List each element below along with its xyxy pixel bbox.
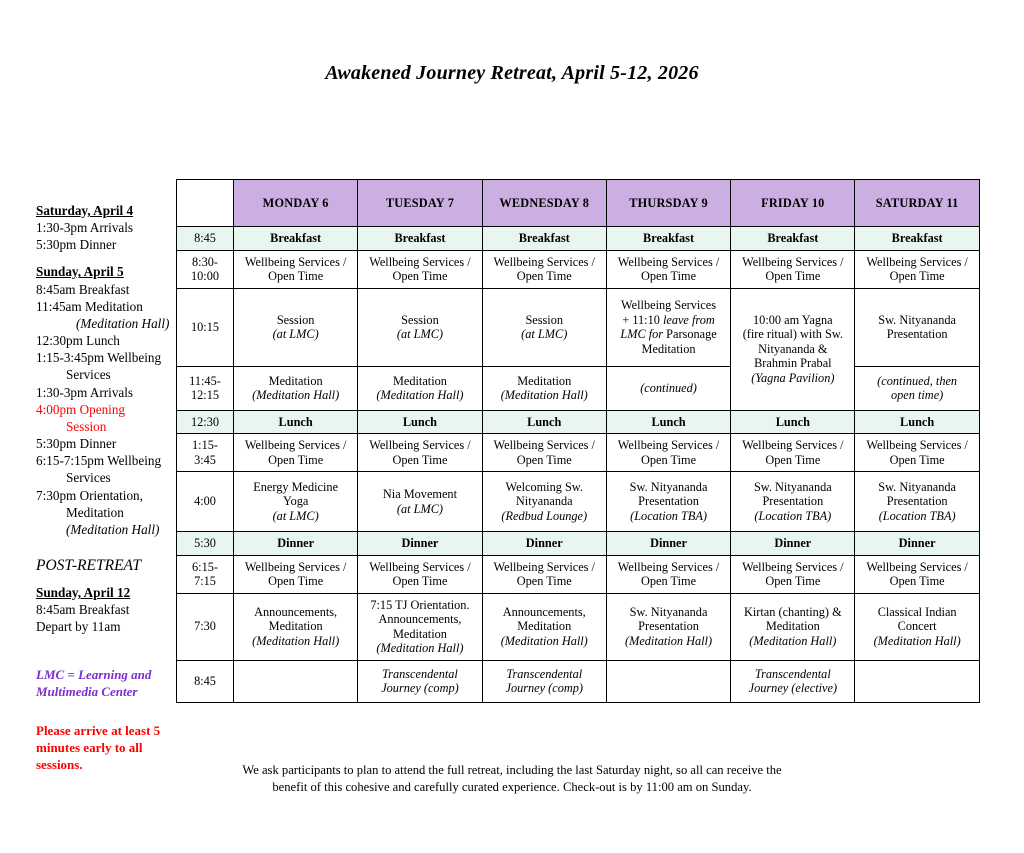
cell-breakfast-friday: Breakfast bbox=[731, 227, 855, 251]
cell-four-thursday bbox=[606, 472, 730, 532]
cell-text-line-2: Concert bbox=[897, 619, 937, 634]
cell-location: (Location TBA) bbox=[754, 508, 832, 523]
cell-seven-thirty-thursday bbox=[606, 593, 730, 660]
cell-location: (Yagna Pavilion) bbox=[751, 370, 835, 385]
row-time-lunch: 12:30 bbox=[177, 410, 234, 434]
cell-afternoon-wellbeing-monday bbox=[234, 434, 358, 472]
table-row-eleven-fortyfive bbox=[177, 366, 980, 410]
cell-eleven-fortyfive-thursday: (continued) bbox=[606, 366, 730, 410]
cell-text-line-1: Session bbox=[276, 312, 315, 327]
lmc-legend-note bbox=[36, 666, 176, 700]
cell-text-segment-plain: Parsonage bbox=[663, 327, 717, 341]
cell-ten-fifteen-thursday bbox=[606, 288, 730, 366]
cell-text-line-1: Sw. Nityananda bbox=[629, 479, 708, 494]
sidebar-heading-sunday: Sunday, April 5 bbox=[36, 264, 124, 280]
cell-text-line-1: Wellbeing Services / bbox=[866, 254, 968, 269]
cell-text-line-1: Wellbeing Services / bbox=[244, 438, 347, 452]
cell-location: (Meditation Hall) bbox=[252, 633, 340, 648]
cell-text-line-2 bbox=[610, 313, 727, 328]
sidebar-block-sunday12 bbox=[36, 584, 176, 635]
cell-evening-wellbeing-wednesday bbox=[482, 555, 606, 593]
cell-text-line-1: Wellbeing Services / bbox=[493, 559, 595, 574]
cell-evening-wellbeing-monday bbox=[234, 555, 358, 593]
row-time-line-2: 12:15 bbox=[190, 388, 219, 402]
cell-morning-wellbeing-monday bbox=[234, 250, 358, 288]
table-row-seven-thirty bbox=[177, 593, 980, 660]
row-time-line-1: 1:15- bbox=[192, 438, 218, 452]
cell-text-line-1: Wellbeing Services / bbox=[369, 559, 471, 574]
sidebar-line-sun-wellbeing-cont: Services bbox=[66, 367, 111, 383]
cell-dinner-wednesday: Dinner bbox=[482, 532, 606, 556]
cell-ten-fifteen-saturday bbox=[855, 288, 979, 366]
cell-text-line-2: Open Time bbox=[268, 269, 324, 283]
cell-text-line-1: Wellbeing Services / bbox=[866, 438, 968, 452]
cell-four-tuesday bbox=[358, 472, 482, 532]
sidebar-line-sun-meditation: 11:45am Meditation bbox=[36, 298, 143, 314]
row-time-four: 4:00 bbox=[177, 472, 234, 532]
table-row-ten-fifteen bbox=[177, 288, 980, 366]
cell-text-line-1: Energy Medicine bbox=[253, 479, 339, 494]
cell-text-line-1: Meditation bbox=[392, 373, 447, 388]
cell-four-monday bbox=[234, 472, 358, 532]
lmc-legend-line-1: LMC = Learning and bbox=[36, 666, 152, 682]
cell-text-line-1: Wellbeing Services / bbox=[617, 438, 720, 452]
column-header-thursday: THURSDAY 9 bbox=[606, 180, 730, 227]
cell-evening-wellbeing-saturday bbox=[855, 555, 979, 593]
table-row-lunch bbox=[177, 410, 980, 434]
sidebar-line-sat-arrivals: 1:30-3pm Arrivals bbox=[36, 220, 134, 236]
sidebar-block-sunday bbox=[36, 263, 176, 538]
cell-dinner-thursday: Dinner bbox=[606, 532, 730, 556]
cell-text-line-2: Open Time bbox=[392, 269, 448, 283]
arrival-reminder-line-3: sessions. bbox=[36, 757, 83, 773]
cell-text-line-1: Announcements, bbox=[254, 604, 338, 619]
cell-text-line-1: Sw. Nityananda bbox=[753, 479, 832, 494]
cell-text-line-2: Open Time bbox=[765, 574, 821, 588]
cell-location: (Meditation Hall) bbox=[500, 388, 588, 402]
cell-four-saturday bbox=[855, 472, 979, 532]
cell-eight-fortyfive-monday bbox=[234, 660, 358, 702]
cell-text-line-1: Wellbeing Services bbox=[621, 298, 717, 312]
cell-text-line-1: Sw. Nityananda bbox=[878, 479, 956, 494]
cell-text-line-1: Wellbeing Services / bbox=[493, 254, 595, 269]
cell-eight-fortyfive-wednesday bbox=[482, 660, 606, 702]
sidebar-line-sun-wellbeing2-cont: Services bbox=[66, 470, 111, 486]
arrival-reminder-line-2: minutes early to all bbox=[36, 740, 143, 756]
lmc-legend-line-2: Multimedia Center bbox=[36, 683, 138, 699]
cell-text-line-1: Sw. Nityananda bbox=[878, 312, 956, 327]
cell-breakfast-tuesday: Breakfast bbox=[358, 227, 482, 251]
sidebar-line-sun-orientation-cont: Meditation bbox=[66, 504, 124, 520]
sidebar-line-sun12-depart: Depart by 11am bbox=[36, 619, 121, 635]
row-time-line-1: 11:45- bbox=[189, 373, 221, 388]
cell-text-line-2: Open Time bbox=[392, 574, 448, 588]
cell-text-line-1: Wellbeing Services / bbox=[244, 254, 347, 269]
cell-text-line-2: Open Time bbox=[268, 452, 324, 467]
cell-eight-fortyfive-tuesday bbox=[358, 660, 482, 702]
cell-evening-wellbeing-friday bbox=[731, 555, 855, 593]
sidebar-line-sun-breakfast: 8:45am Breakfast bbox=[36, 281, 130, 297]
cell-text-segment-italic: leave from bbox=[662, 312, 715, 327]
sidebar-line-sun-orientation: 7:30pm Orientation, bbox=[36, 487, 143, 503]
table-corner-cell bbox=[177, 180, 234, 227]
cell-text-line-3: Nityananda & bbox=[758, 341, 828, 356]
sidebar-line-sun-meditation-location: (Meditation Hall) bbox=[76, 315, 170, 331]
cell-text-line-2: Meditation bbox=[268, 619, 323, 634]
cell-text-line-1: 7:15 TJ Orientation. bbox=[370, 597, 470, 612]
cell-dinner-saturday: Dinner bbox=[855, 532, 979, 556]
column-header-monday: MONDAY 6 bbox=[234, 180, 358, 227]
cell-four-friday bbox=[731, 472, 855, 532]
cell-text-line-1: Wellbeing Services / bbox=[369, 254, 471, 269]
cell-text-line-2: Journey (comp) bbox=[381, 681, 459, 695]
cell-text-line-2: Meditation bbox=[765, 619, 820, 634]
cell-text-line-1: Announcements, bbox=[502, 604, 586, 619]
cell-text-line-1: Classical Indian bbox=[877, 604, 957, 619]
cell-text-line-2: Open Time bbox=[516, 452, 572, 467]
column-header-saturday: SATURDAY 11 bbox=[855, 180, 979, 227]
cell-ten-fifteen-monday bbox=[234, 288, 358, 366]
cell-text-line-2: Presentation bbox=[762, 494, 824, 509]
cell-dinner-tuesday: Dinner bbox=[358, 532, 482, 556]
schedule-table-container bbox=[176, 179, 980, 703]
cell-location: (Meditation Hall) bbox=[376, 641, 464, 655]
table-row-afternoon-wellbeing bbox=[177, 434, 980, 472]
cell-text-line-1: Wellbeing Services / bbox=[742, 254, 844, 269]
cell-text-line-1: Meditation bbox=[517, 373, 572, 388]
cell-text-line-2: Journey (comp) bbox=[505, 681, 583, 695]
cell-text-line-2: open time) bbox=[891, 388, 944, 402]
cell-lunch-wednesday: Lunch bbox=[482, 410, 606, 434]
sidebar-line-sun-orientation-location: (Meditation Hall) bbox=[66, 521, 160, 537]
row-time-evening-wellbeing bbox=[177, 555, 234, 593]
sidebar-line-sun-wellbeing: 1:15-3:45pm Wellbeing bbox=[36, 350, 162, 366]
cell-text-line-2: Open Time bbox=[268, 574, 324, 588]
cell-text-line-2: Open Time bbox=[765, 452, 821, 467]
cell-text-line-1: Welcoming Sw. bbox=[505, 479, 583, 494]
cell-location: (at LMC) bbox=[272, 327, 319, 341]
sidebar-line-sun-opening-cont: Session bbox=[66, 418, 107, 434]
table-row-breakfast bbox=[177, 227, 980, 251]
sidebar-line-sun-dinner: 5:30pm Dinner bbox=[36, 436, 117, 452]
cell-location: (Meditation Hall) bbox=[749, 633, 837, 648]
cell-text-line-4: Meditation bbox=[641, 341, 696, 356]
cell-lunch-monday: Lunch bbox=[234, 410, 358, 434]
cell-text-line-2: Journey (elective) bbox=[748, 681, 838, 695]
cell-morning-wellbeing-wednesday bbox=[482, 250, 606, 288]
cell-text-line-1: Wellbeing Services / bbox=[866, 559, 968, 574]
cell-afternoon-wellbeing-friday bbox=[731, 434, 855, 472]
cell-morning-wellbeing-friday bbox=[731, 250, 855, 288]
cell-lunch-thursday: Lunch bbox=[606, 410, 730, 434]
cell-text-line-2: Yoga bbox=[282, 494, 309, 509]
cell-evening-wellbeing-tuesday bbox=[358, 555, 482, 593]
cell-morning-wellbeing-saturday bbox=[855, 250, 979, 288]
cell-text-line-1: Wellbeing Services / bbox=[617, 254, 720, 269]
cell-text-line-2: Open Time bbox=[641, 269, 697, 283]
table-header-row bbox=[177, 180, 980, 227]
table-row-eight-fortyfive bbox=[177, 660, 980, 702]
cell-text-line-1: (continued, then bbox=[877, 373, 958, 388]
footer-note-line-1: We ask participants to plan to attend the full retreat, including the last Saturday night, so all can receive the bbox=[242, 763, 782, 777]
cell-seven-thirty-saturday bbox=[855, 593, 979, 660]
sidebar-line-sun12-breakfast: 8:45am Breakfast bbox=[36, 602, 130, 618]
cell-text-line-2: Presentation bbox=[886, 327, 948, 341]
cell-text-line-3 bbox=[610, 327, 727, 342]
cell-breakfast-thursday: Breakfast bbox=[606, 227, 730, 251]
cell-location: (Meditation Hall) bbox=[500, 633, 588, 648]
row-time-morning-wellbeing-line-2: 10:00 bbox=[190, 269, 219, 283]
sidebar-agenda bbox=[36, 202, 176, 773]
cell-afternoon-wellbeing-wednesday bbox=[482, 434, 606, 472]
cell-text-line-1: Session bbox=[525, 312, 564, 327]
column-header-wednesday: WEDNESDAY 8 bbox=[482, 180, 606, 227]
cell-text-line-2: Open Time bbox=[765, 269, 821, 283]
cell-location: (at LMC) bbox=[272, 508, 319, 523]
cell-location: (Meditation Hall) bbox=[376, 388, 464, 402]
cell-text-line-2: Nityananda bbox=[515, 494, 573, 509]
cell-text-line-2: Open Time bbox=[641, 574, 697, 588]
table-row-morning-wellbeing bbox=[177, 250, 980, 288]
cell-ten-fifteen-tuesday bbox=[358, 288, 482, 366]
cell-text-line-4: Brahmin Prabal bbox=[754, 356, 832, 371]
cell-ten-fifteen-wednesday bbox=[482, 288, 606, 366]
cell-text-line-1: Kirtan (chanting) & bbox=[744, 604, 842, 619]
cell-text-line-1: Wellbeing Services / bbox=[244, 559, 347, 574]
cell-text-line-1: Wellbeing Services / bbox=[742, 438, 844, 452]
cell-eleven-fortyfive-wednesday bbox=[482, 366, 606, 410]
sidebar-line-sun-lunch: 12:30pm Lunch bbox=[36, 333, 120, 349]
cell-text-line-2: Open Time bbox=[889, 452, 945, 467]
cell-morning-wellbeing-thursday bbox=[606, 250, 730, 288]
sidebar-line-sun-opening: 4:00pm Opening bbox=[36, 401, 126, 417]
table-row-evening-wellbeing bbox=[177, 555, 980, 593]
row-time-ten-fifteen: 10:15 bbox=[177, 288, 234, 366]
row-time-breakfast: 8:45 bbox=[177, 227, 234, 251]
column-header-tuesday: TUESDAY 7 bbox=[358, 180, 482, 227]
cell-text-line-2: Presentation bbox=[638, 494, 699, 509]
cell-lunch-friday: Lunch bbox=[731, 410, 855, 434]
cell-location: (Location TBA) bbox=[878, 508, 956, 523]
row-time-dinner: 5:30 bbox=[177, 532, 234, 556]
cell-text-segment-plain: + 11:10 bbox=[622, 312, 663, 327]
sidebar-heading-saturday: Saturday, April 4 bbox=[36, 203, 134, 218]
cell-text-line-2: Announcements, bbox=[378, 612, 462, 626]
cell-seven-thirty-tuesday bbox=[358, 593, 482, 660]
cell-dinner-monday: Dinner bbox=[234, 532, 358, 556]
cell-lunch-saturday: Lunch bbox=[855, 410, 979, 434]
cell-text-line-1: Wellbeing Services / bbox=[617, 559, 720, 574]
retreat-schedule-table bbox=[176, 179, 980, 703]
sidebar-line-sun-arrivals: 1:30-3pm Arrivals bbox=[36, 384, 134, 400]
cell-text-line-1: Transcendental bbox=[506, 666, 583, 681]
cell-eight-fortyfive-thursday bbox=[606, 660, 730, 702]
cell-text-line-1: Sw. Nityananda bbox=[629, 604, 708, 619]
sidebar-block-saturday bbox=[36, 202, 176, 253]
row-time-morning-wellbeing bbox=[177, 250, 234, 288]
page-title: Awakened Journey Retreat, April 5-12, 2026 bbox=[325, 62, 699, 84]
cell-eleven-fortyfive-saturday bbox=[855, 366, 979, 410]
cell-morning-wellbeing-tuesday bbox=[358, 250, 482, 288]
cell-yagna-friday bbox=[731, 288, 855, 410]
cell-location: (Location TBA) bbox=[630, 508, 707, 523]
cell-text-line-3: Meditation bbox=[392, 626, 447, 641]
cell-dinner-friday: Dinner bbox=[731, 532, 855, 556]
row-time-morning-wellbeing-line-1: 8:30- bbox=[192, 254, 218, 269]
cell-eleven-fortyfive-tuesday bbox=[358, 366, 482, 410]
row-time-afternoon-wellbeing bbox=[177, 434, 234, 472]
cell-eleven-fortyfive-monday bbox=[234, 366, 358, 410]
cell-afternoon-wellbeing-saturday bbox=[855, 434, 979, 472]
cell-location: (Meditation Hall) bbox=[624, 633, 713, 648]
cell-text-segment-italic: LMC for bbox=[620, 327, 664, 341]
cell-text-line-2: Open Time bbox=[516, 269, 572, 283]
cell-breakfast-wednesday: Breakfast bbox=[482, 227, 606, 251]
cell-seven-thirty-wednesday bbox=[482, 593, 606, 660]
cell-seven-thirty-friday bbox=[731, 593, 855, 660]
row-time-line-2: 3:45 bbox=[194, 452, 216, 467]
footer-note-line-2: benefit of this cohesive and carefully curated experience. Check-out is by 11:00 am on Sunday. bbox=[272, 780, 752, 794]
sidebar-line-sun-wellbeing2: 6:15-7:15pm Wellbeing bbox=[36, 453, 162, 469]
row-time-seven-thirty: 7:30 bbox=[177, 593, 234, 660]
cell-text-line-1: Session bbox=[401, 312, 439, 327]
cell-text-line-1: Transcendental bbox=[382, 666, 458, 681]
cell-text-line-1: Wellbeing Services / bbox=[742, 559, 844, 574]
sidebar-heading-post-retreat: POST-RETREAT bbox=[36, 556, 142, 574]
row-time-line-1: 6:15- bbox=[192, 559, 218, 574]
cell-text-line-2: Open Time bbox=[392, 452, 448, 467]
cell-text-line-1: Meditation bbox=[268, 373, 323, 388]
cell-location: (at LMC) bbox=[396, 327, 443, 341]
cell-text-line-2: (fire ritual) with Sw. bbox=[742, 327, 843, 342]
cell-afternoon-wellbeing-tuesday bbox=[358, 434, 482, 472]
cell-lunch-tuesday: Lunch bbox=[358, 410, 482, 434]
sidebar-line-sat-dinner: 5:30pm Dinner bbox=[36, 237, 117, 253]
row-time-line-2: 7:15 bbox=[194, 574, 216, 588]
cell-text-line-1: 10:00 am Yagna bbox=[753, 312, 833, 327]
cell-breakfast-monday: Breakfast bbox=[234, 227, 358, 251]
cell-text-line-2: Open Time bbox=[516, 574, 572, 588]
sidebar-heading-sunday-12: Sunday, April 12 bbox=[36, 585, 131, 601]
cell-seven-thirty-monday bbox=[234, 593, 358, 660]
cell-text-line-2: Open Time bbox=[889, 574, 945, 588]
row-time-eleven-fortyfive bbox=[177, 366, 234, 410]
cell-text-line-1: Transcendental bbox=[754, 666, 831, 681]
cell-text-line-1: Wellbeing Services / bbox=[369, 438, 471, 452]
cell-eight-fortyfive-saturday bbox=[855, 660, 979, 702]
cell-eight-fortyfive-friday bbox=[731, 660, 855, 702]
cell-breakfast-saturday: Breakfast bbox=[855, 227, 979, 251]
row-time-eight-fortyfive: 8:45 bbox=[177, 660, 234, 702]
cell-text-line-1: Nia Movement bbox=[382, 487, 457, 501]
cell-location: (at LMC) bbox=[396, 501, 443, 516]
cell-text-line-2: Open Time bbox=[641, 452, 697, 467]
cell-afternoon-wellbeing-thursday bbox=[606, 434, 730, 472]
arrival-reminder-line-1: Please arrive at least 5 bbox=[36, 722, 161, 738]
cell-evening-wellbeing-thursday bbox=[606, 555, 730, 593]
cell-text-line-2: Presentation bbox=[638, 619, 699, 634]
column-header-friday: FRIDAY 10 bbox=[731, 180, 855, 227]
cell-location: (Meditation Hall) bbox=[252, 388, 340, 402]
cell-text-line-1: Wellbeing Services / bbox=[493, 438, 595, 452]
cell-location: (at LMC) bbox=[521, 327, 568, 341]
cell-four-wednesday bbox=[482, 472, 606, 532]
cell-location: (Redbud Lounge) bbox=[501, 508, 588, 523]
cell-text-line-2: Presentation bbox=[886, 494, 948, 509]
cell-text-line-2: Open Time bbox=[889, 269, 945, 283]
cell-location: (Meditation Hall) bbox=[873, 633, 961, 648]
cell-text-line-2: Meditation bbox=[517, 619, 572, 634]
table-row-dinner bbox=[177, 532, 980, 556]
table-row-four bbox=[177, 472, 980, 532]
